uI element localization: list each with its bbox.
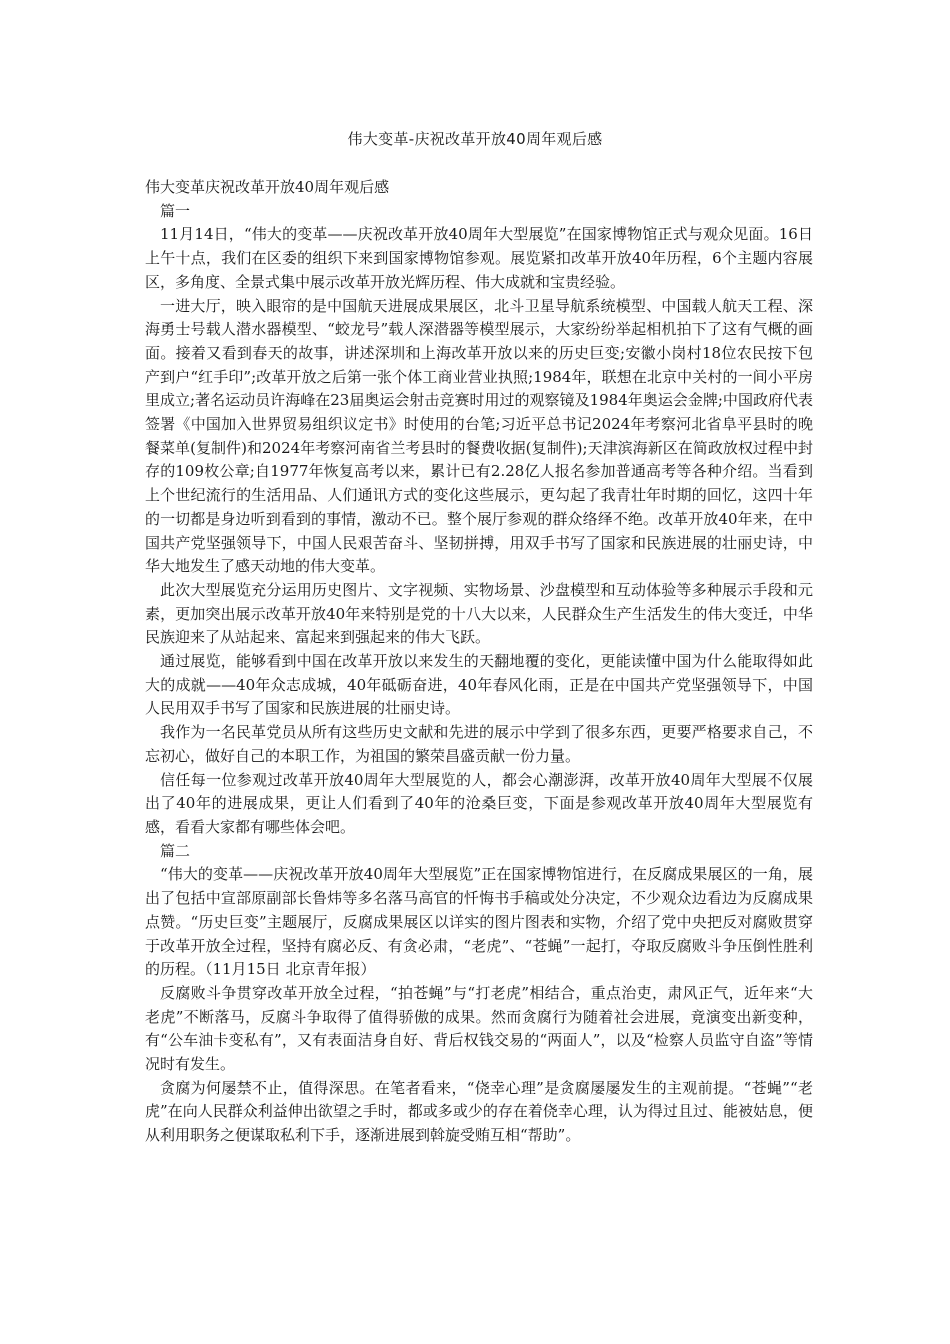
page-title: 伟大变革-庆祝改革开放40周年观后感 bbox=[347, 130, 603, 148]
paragraph: 一进大厅，映入眼帘的是中国航天进展成果展区，北斗卫星导航系统模型、中国载人航天工程、深海勇士号载人潜水器模型、“蛟龙号”载人深潜器等模型展示，大家纷纷举起相机拍下了这有气概的画面。接着又看到春天的故事，讲述深圳和上海改革开放以来的历史巨变;安徽小岗村18位农民按下包产到户“红手印”;改革开放之后第一张个体工商业营业执照;1984年，联想在北京中关村的一间小平房里成立;著名运动员许海峰在23届奥运会射击竞赛时用过的观察镜及1984年奥运会金牌;中国政府代表签署《中国加入世界贸易组织议定书》时使用的台笔;习近平总书记2024年考察河北省阜平县时的晚餐菜单(复制件)和2024年考察河南省兰考县时的餐费收据(复制件);天津滨海新区在简政放权过程中封存的109枚公章;自1977年恢复高考以来，累计已有2.28亿人报名参加普通高考等各种介绍。当看到上个世纪流行的生活用品、人们通讯方式的变化这些展示，更勾起了我青壮年时期的回忆，这四十年的一切都是身边听到看到的事情，激动不已。整个展厅参观的群众络绎不绝。改革开放40年来，在中国共产党坚强领导下，中国人民艰苦奋斗、坚韧拼搏，用双手书写了国家和民族进展的壮丽史诗，中华大地发生了感天动地的伟大变革。 bbox=[145, 296, 813, 576]
paragraph: 11月14日，“伟大的变革——庆祝改革开放40周年大型展览”在国家博物馆正式与观众见面。16日上午十点，我们在区委的组织下来到国家博物馆参观。展览紧扣改革开放40年历程，6个主题内容展区，多角度、全景式集中展示改革开放光辉历程、伟大成就和宝贵经验。 bbox=[145, 225, 813, 291]
paragraph: “伟大的变革——庆祝改革开放40周年大型展览”正在国家博物馆进行，在反腐成果展区的一角，展出了包括中宣部原副部长鲁炜等多名落马高官的忏悔书手稿或处分决定，不少观众边看边为反腐成果点赞。“历史巨变”主题展厅，反腐成果展区以详实的图片图表和实物，介绍了党中央把反对腐败贯穿于改革开放全过程，坚持有腐必反、有贪必肃，“老虎”、“苍蝇”一起打，夺取反腐败斗争压倒性胜利的历程。（11月15日 北京青年报） bbox=[145, 865, 813, 979]
paragraph: 贪腐为何屡禁不止，值得深思。在笔者看来，“侥幸心理”是贪腐屡屡发生的主观前提。“苍蝇”“老虎”在向人民群众利益伸出欲望之手时，都或多或少的存在着侥幸心理，认为得过且过、能被姑息，便从利用职务之便谋取私利下手，逐渐进展到斡旋受贿互相“帮助”。 bbox=[145, 1078, 813, 1145]
paragraph: 通过展览，能够看到中国在改革开放以来发生的天翻地覆的变化，更能读懂中国为什么能取得如此大的成就——40年众志成城，40年砥砺奋进，40年春风化雨，正是在中国共产党坚强领导下，中国人民用双手书写了国家和民族进展的壮丽史诗。 bbox=[145, 652, 813, 718]
document-body bbox=[145, 176, 813, 1148]
section-label: 篇二 bbox=[160, 841, 191, 860]
paragraph: 信任每一位参观过改革开放40周年大型展览的人，都会心潮澎湃，改革开放40周年大型展不仅展出了40年的进展成果，更让人们看到了40年的沧桑巨变，下面是参观改革开放40周年大型展览有感，看看大家都有哪些体会吧。 bbox=[145, 770, 813, 836]
paragraph: 此次大型展览充分运用历史图片、文字视频、实物场景、沙盘模型和互动体验等多种展示手段和元素，更加突出展示改革开放40年来特别是党的十八大以来，人民群众生产生活发生的伟大变迁，中华民族迎来了从站起来、富起来到强起来的伟大飞跃。 bbox=[145, 580, 813, 647]
document-heading: 伟大变革庆祝改革开放40周年观后感 bbox=[145, 178, 390, 196]
section-label: 篇一 bbox=[160, 201, 191, 220]
paragraph: 我作为一名民革党员从所有这些历史文献和先进的展示中学到了很多东西，更要严格要求自己，不忘初心，做好自己的本职工作，为祖国的繁荣昌盛贡献一份力量。 bbox=[145, 723, 813, 765]
paragraph: 反腐败斗争贯穿改革开放全过程，“拍苍蝇”与“打老虎”相结合，重点治吏，肃风正气，近年来“大老虎”不断落马，反腐斗争取得了值得骄傲的成果。然而贪腐行为随着社会进展，竟演变出新变种，有“公车油卡变私有”，又有表面洁身自好、背后权钱交易的“两面人”，以及“检察人员监守自盗”等情况时有发生。 bbox=[145, 983, 813, 1074]
